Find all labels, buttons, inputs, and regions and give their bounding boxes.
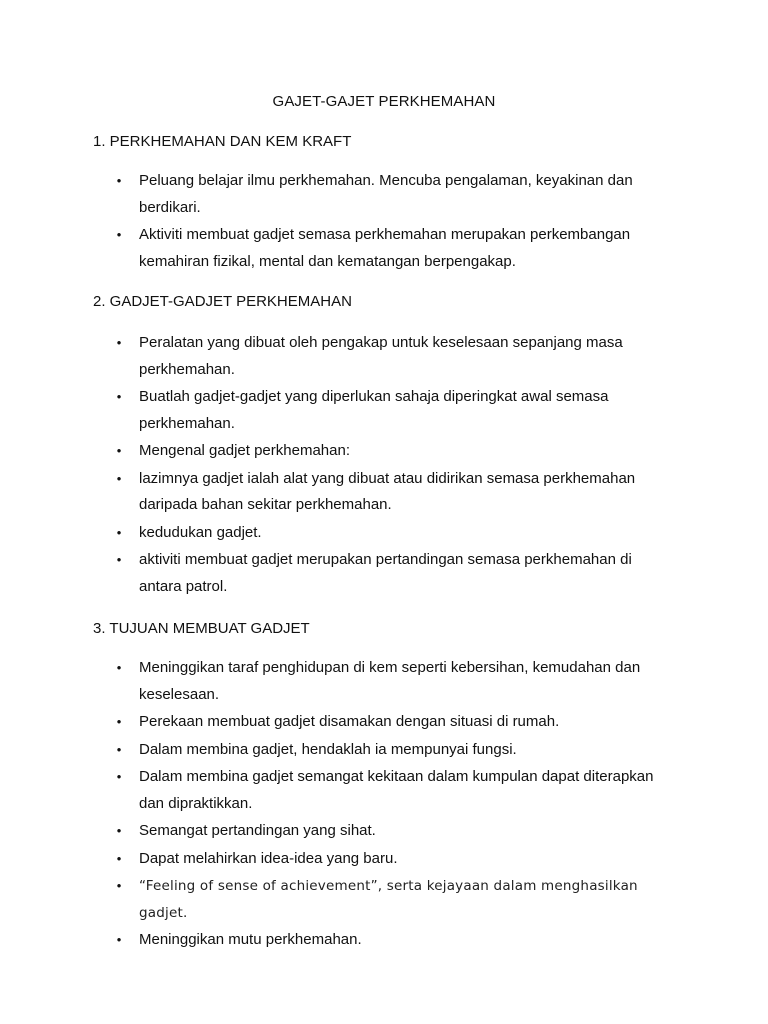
list-item [0,168,768,221]
list-item-text: Mengenal gadjet perkhemahan: [139,442,350,459]
bullet-icon: • [116,660,122,675]
list-item [0,927,768,954]
list-item [0,466,768,519]
list-item-text: Dalam membina gadjet, hendaklah ia mempunyai fungsi. [139,740,517,758]
list-item-text: Meninggikan taraf penghidupan di kem seperti kebersihan, kemudahan dan keselesaan. [139,659,641,703]
list-item-text: kedudukan gadjet. [139,523,262,541]
list-item-text: aktiviti membuat gadjet merupakan pertandingan semasa perkhemahan di antara patrol. [139,551,632,595]
document-title: GAJET-GAJET PERKHEMAHAN [272,93,496,110]
list-item [0,330,768,383]
section-heading-2: 2. GADJET-GADJET PERKHEMAHAN [93,293,352,310]
bullet-icon: • [116,173,122,188]
list-item [0,438,768,465]
bullet-icon: • [116,552,122,567]
bullet-icon: • [116,227,122,242]
list-item-text: Peralatan yang dibuat oleh pengakap untuk keselesaan sepanjang masa perkhemahan. [139,334,623,378]
bullet-icon: • [116,714,122,729]
bullet-icon: • [116,769,122,784]
section-1-list [0,168,768,275]
section-2-list [0,330,768,600]
bullet-icon: • [116,524,122,540]
bullet-icon: • [116,878,122,893]
section-3-list [0,655,768,954]
bullet-icon: • [116,932,122,947]
bullet-icon: • [116,443,122,458]
list-item-text: Aktiviti membuat gadjet semasa perkhemahan merupakan perkembangan kemahiran fizikal, mental dan kematangan berpengakap. [139,226,631,270]
list-item [0,709,768,736]
section-heading-1: 1. PERKHEMAHAN DAN KEM KRAFT [93,133,352,150]
list-item-text: Dapat melahirkan idea-idea yang baru. [139,849,398,867]
list-item [0,222,768,275]
list-item-text: Peluang belajar ilmu perkhemahan. Mencuba pengalaman, keyakinan dan berdikari. [139,172,633,216]
bullet-icon: • [116,389,122,404]
list-item [0,818,768,845]
list-item [0,764,768,817]
list-item-text: Dalam membina gadjet semangat kekitaan dalam kumpulan dapat diterapkan dan dipraktikkan. [139,768,654,812]
bullet-icon: • [116,470,122,486]
list-item [0,873,768,926]
bullet-icon: • [116,823,122,838]
bullet-icon: • [116,741,122,757]
list-item [0,846,768,873]
list-item [0,384,768,437]
list-item [0,737,768,764]
list-item-text: “Feeling of sense of achievement”, serta kejayaan dalam menghasilkan gadjet. [139,878,638,921]
section-heading-3: 3. TUJUAN MEMBUAT GADJET [93,620,310,637]
list-item [0,547,768,600]
list-item-text: Meninggikan mutu perkhemahan. [139,931,362,948]
list-item [0,520,768,547]
list-item-text: Semangat pertandingan yang sihat. [139,822,376,839]
bullet-icon: • [116,850,122,866]
bullet-icon: • [116,335,122,350]
list-item-text: Buatlah gadjet-gadjet yang diperlukan sahaja diperingkat awal semasa perkhemahan. [139,388,609,432]
list-item [0,655,768,708]
list-item-text: lazimnya gadjet ialah alat yang dibuat atau didirikan semasa perkhemahan daripada bahan sekitar perkhemahan. [139,469,636,513]
list-item-text: Perekaan membuat gadjet disamakan dengan situasi di rumah. [139,713,560,730]
